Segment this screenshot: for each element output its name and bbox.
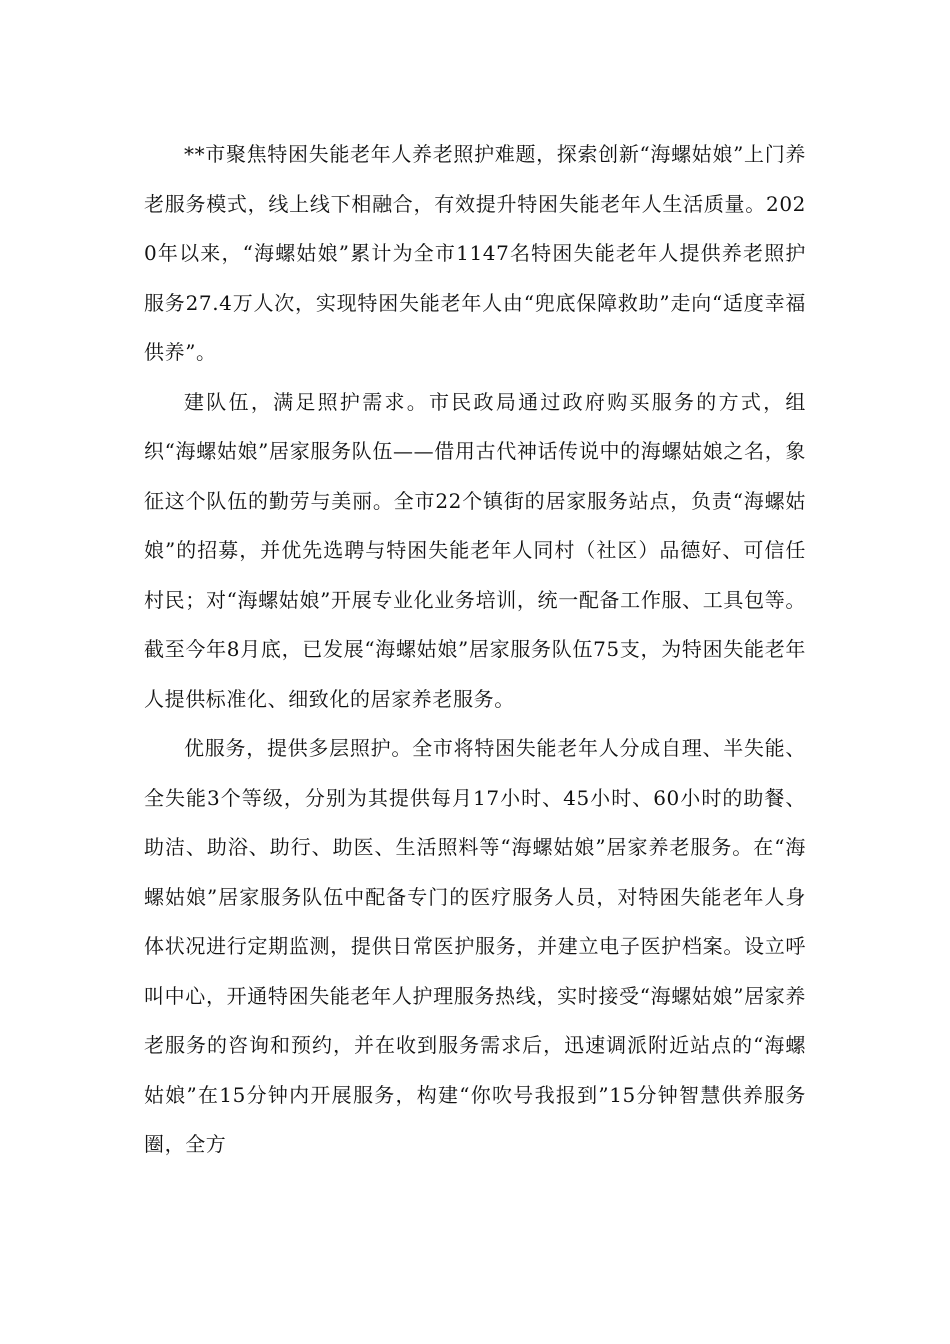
paragraph-intro: **市聚焦特困失能老年人养老照护难题，探索创新“海螺姑娘”上门养老服务模式，线上线下相融合，有效提升特困失能老年人生活质量。2020年以来，“海螺姑娘”累计为全市1147名特困失能老年人提供养老照护服务27.4万人次，实现特困失能老年人由“兜底保障救助”走向“适度幸福供养”。	[144, 142, 806, 364]
paragraph-service-optimization: 优服务，提供多层照护。全市将特困失能老年人分成自理、半失能、全失能3个等级，分别为其提供每月17小时、45小时、60小时的助餐、助洁、助浴、助行、助医、生活照料等“海螺姑娘”居家养老服务。在“海螺姑娘”居家服务队伍中配备专门的医疗服务人员，对特困失能老年人身体状况进行定期监测，提供日常医护服务，并建立电子医护档案。设立呼叫中心，开通特困失能老年人护理服务热线，实时接受“海螺姑娘”居家养老服务的咨询和预约，并在收到服务需求后，迅速调派附近站点的“海螺姑娘”在15分钟内开展服务，构建“你吹号我报到”15分钟智慧供养服务圈，全方	[144, 736, 806, 1156]
document-body	[144, 130, 806, 1170]
paragraph-team-building: 建队伍，满足照护需求。市民政局通过政府购买服务的方式，组织“海螺姑娘”居家服务队伍——借用古代神话传说中的海螺姑娘之名，象征这个队伍的勤劳与美丽。全市22个镇街的居家服务站点，负责“海螺姑娘”的招募，并优先选聘与特困失能老年人同村（社区）品德好、可信任村民；对“海螺姑娘”开展专业化业务培训，统一配备工作服、工具包等。截至今年8月底，已发展“海螺姑娘”居家服务队伍75支，为特困失能老年人提供标准化、细致化的居家养老服务。	[144, 389, 806, 711]
